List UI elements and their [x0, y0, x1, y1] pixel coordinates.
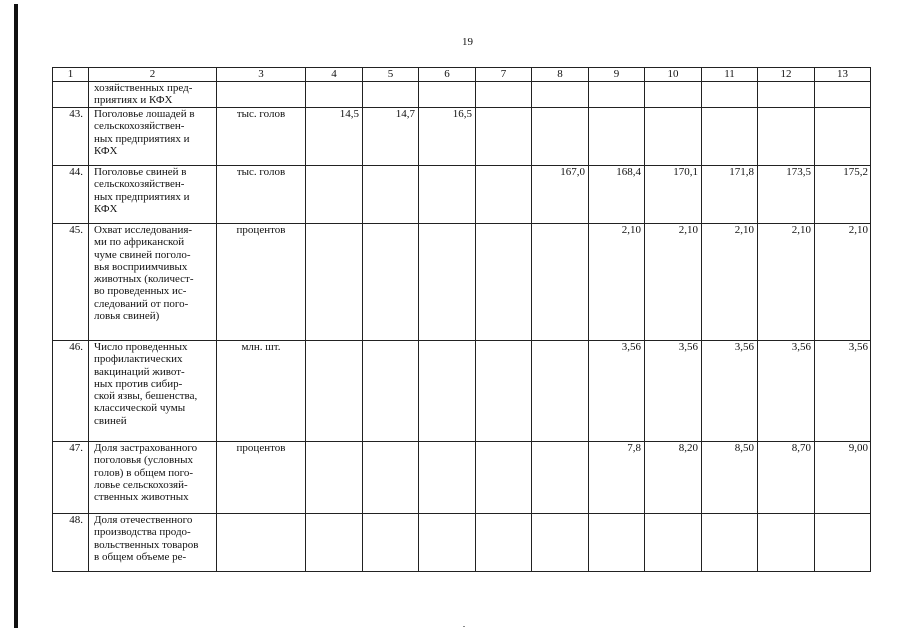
value-cell-col-4	[306, 224, 363, 341]
value-cell-col-6	[419, 166, 476, 224]
value-cell-col-13	[815, 82, 871, 108]
value-cell-col-4	[306, 341, 363, 442]
row-number-cell: 45.	[53, 224, 89, 341]
value-cell-col-7	[476, 108, 532, 166]
column-header-3: 3	[217, 68, 306, 82]
value-cell-col-10: 170,1	[645, 166, 702, 224]
value-cell-col-13: 3,56	[815, 341, 871, 442]
value-cell-col-10	[645, 514, 702, 572]
indicator-name-cell: Доля застрахованного поголовья (условных голов) в общем пого- ловье сельскохозяй- ственных животных	[89, 442, 217, 514]
table-row	[53, 442, 871, 514]
value-cell-col-11: 2,10	[702, 224, 758, 341]
value-cell-col-10: 3,56	[645, 341, 702, 442]
value-cell-col-5	[363, 341, 419, 442]
value-cell-col-4	[306, 442, 363, 514]
header-row	[53, 68, 871, 82]
value-cell-col-12	[758, 82, 815, 108]
value-cell-col-4	[306, 514, 363, 572]
value-cell-col-6	[419, 442, 476, 514]
column-header-6: 6	[419, 68, 476, 82]
value-cell-col-7	[476, 224, 532, 341]
value-cell-col-8	[532, 108, 589, 166]
value-cell-col-12: 2,10	[758, 224, 815, 341]
value-cell-col-13	[815, 108, 871, 166]
value-cell-col-11	[702, 82, 758, 108]
value-cell-col-8	[532, 514, 589, 572]
row-number-cell	[53, 82, 89, 108]
column-header-4: 4	[306, 68, 363, 82]
indicator-table	[52, 67, 871, 572]
value-cell-col-7	[476, 341, 532, 442]
column-header-7: 7	[476, 68, 532, 82]
column-header-2: 2	[89, 68, 217, 82]
unit-cell: тыс. голов	[217, 108, 306, 166]
indicator-name-cell: Число проведенных профилактических вакцинаций живот- ных против сибир- ской язвы, бешенства, классической чумы свиней	[89, 341, 217, 442]
value-cell-col-11	[702, 108, 758, 166]
value-cell-col-12: 3,56	[758, 341, 815, 442]
value-cell-col-4	[306, 82, 363, 108]
value-cell-col-9	[589, 514, 645, 572]
value-cell-col-12	[758, 108, 815, 166]
indicator-name-cell: Поголовье свиней в сельскохозяйствен- ных предприятиях и КФХ	[89, 166, 217, 224]
table-row	[53, 82, 871, 108]
unit-cell: млн. шт.	[217, 341, 306, 442]
value-cell-col-7	[476, 82, 532, 108]
value-cell-col-6	[419, 82, 476, 108]
value-cell-col-7	[476, 166, 532, 224]
value-cell-col-8	[532, 442, 589, 514]
value-cell-col-10	[645, 108, 702, 166]
value-cell-col-13: 175,2	[815, 166, 871, 224]
value-cell-col-8: 167,0	[532, 166, 589, 224]
value-cell-col-4	[306, 166, 363, 224]
value-cell-col-8	[532, 341, 589, 442]
column-header-11: 11	[702, 68, 758, 82]
row-number-cell: 48.	[53, 514, 89, 572]
value-cell-col-10	[645, 82, 702, 108]
left-margin-rule	[14, 4, 18, 628]
unit-cell: процентов	[217, 442, 306, 514]
table-row	[53, 341, 871, 442]
value-cell-col-12: 173,5	[758, 166, 815, 224]
value-cell-col-12	[758, 514, 815, 572]
value-cell-col-5	[363, 514, 419, 572]
indicator-name-cell: Охват исследования- ми по африканской чуме свиней поголо- вья восприимчивых животных (количест- во проведенных ис- следований от пого- ловья свиней)	[89, 224, 217, 341]
value-cell-col-13: 2,10	[815, 224, 871, 341]
value-cell-col-9	[589, 82, 645, 108]
value-cell-col-9: 168,4	[589, 166, 645, 224]
value-cell-col-10: 2,10	[645, 224, 702, 341]
value-cell-col-13: 9,00	[815, 442, 871, 514]
indicator-name-cell: хозяйственных пред- приятиях и КФХ	[89, 82, 217, 108]
scan-speck	[463, 626, 465, 627]
unit-cell: тыс. голов	[217, 166, 306, 224]
value-cell-col-5	[363, 442, 419, 514]
value-cell-col-5: 14,7	[363, 108, 419, 166]
value-cell-col-11: 171,8	[702, 166, 758, 224]
table-row	[53, 166, 871, 224]
row-number-cell: 47.	[53, 442, 89, 514]
row-number-cell: 44.	[53, 166, 89, 224]
value-cell-col-11: 3,56	[702, 341, 758, 442]
column-header-10: 10	[645, 68, 702, 82]
row-number-cell: 46.	[53, 341, 89, 442]
value-cell-col-10: 8,20	[645, 442, 702, 514]
value-cell-col-5	[363, 166, 419, 224]
value-cell-col-6	[419, 341, 476, 442]
value-cell-col-9: 2,10	[589, 224, 645, 341]
value-cell-col-9: 3,56	[589, 341, 645, 442]
value-cell-col-8	[532, 82, 589, 108]
value-cell-col-7	[476, 514, 532, 572]
page-number: 19	[462, 36, 473, 48]
value-cell-col-5	[363, 224, 419, 341]
value-cell-col-11: 8,50	[702, 442, 758, 514]
column-header-13: 13	[815, 68, 871, 82]
value-cell-col-8	[532, 224, 589, 341]
value-cell-col-7	[476, 442, 532, 514]
table-row	[53, 108, 871, 166]
unit-cell	[217, 514, 306, 572]
column-header-9: 9	[589, 68, 645, 82]
table-row	[53, 224, 871, 341]
value-cell-col-9	[589, 108, 645, 166]
column-header-8: 8	[532, 68, 589, 82]
indicator-name-cell: Доля отечественного производства продо- вольственных товаров в общем объеме ре-	[89, 514, 217, 572]
column-header-5: 5	[363, 68, 419, 82]
value-cell-col-13	[815, 514, 871, 572]
value-cell-col-5	[363, 82, 419, 108]
row-number-cell: 43.	[53, 108, 89, 166]
value-cell-col-4: 14,5	[306, 108, 363, 166]
column-header-1: 1	[53, 68, 89, 82]
value-cell-col-9: 7,8	[589, 442, 645, 514]
column-header-12: 12	[758, 68, 815, 82]
indicator-name-cell: Поголовье лошадей в сельскохозяйствен- ных предприятиях и КФХ	[89, 108, 217, 166]
value-cell-col-12: 8,70	[758, 442, 815, 514]
value-cell-col-6: 16,5	[419, 108, 476, 166]
value-cell-col-11	[702, 514, 758, 572]
unit-cell	[217, 82, 306, 108]
unit-cell: процентов	[217, 224, 306, 341]
table-row	[53, 514, 871, 572]
value-cell-col-6	[419, 224, 476, 341]
value-cell-col-6	[419, 514, 476, 572]
